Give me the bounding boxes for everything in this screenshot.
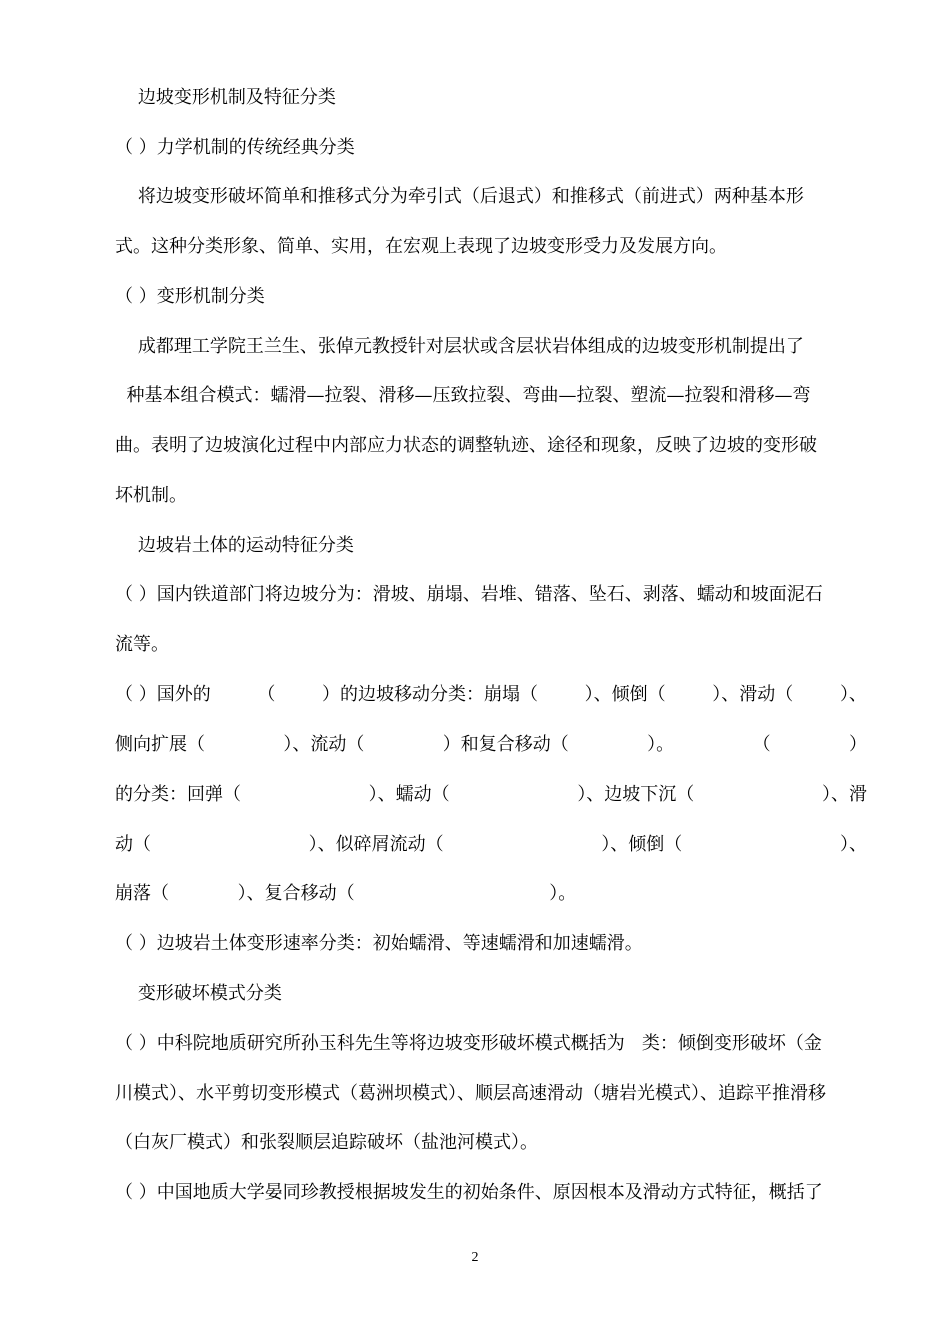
section-heading: 边坡变形机制及特征分类 [115, 87, 336, 108]
section-heading: 变形破坏模式分类 [115, 983, 282, 1004]
paragraph-line: 式。这种分类形象、简单、实用，在宏观上表现了边坡变形受力及发展方向。 [115, 236, 727, 257]
section-heading: 边坡岩土体的运动特征分类 [115, 535, 354, 556]
paragraph-line: （ ）边坡岩土体变形速率分类：初始蠕滑、等速蠕滑和加速蠕滑。 [115, 933, 643, 954]
paragraph-line: 曲。表明了边坡演化过程中内部应力状态的调整轨迹、途径和现象，反映了边坡的变形破 [115, 435, 817, 456]
paragraph-line: （ ）中科院地质研究所孙玉科先生等将边坡变形破坏模式概括为 类：倾倒变形破坏（金 [115, 1033, 822, 1054]
subsection-heading: （ ）变形机制分类 [115, 286, 265, 307]
paragraph-line: （ ）中国地质大学晏同珍教授根据坡发生的初始条件、原因根本及滑动方式特征，概括了 [115, 1182, 823, 1203]
paragraph-line: 侧向扩展（ ）、流动（ ）和复合移动（ ）。 （ ） [115, 734, 867, 755]
paragraph-line: 坏机制。 [115, 485, 187, 506]
paragraph-line: 成都理工学院王兰生、张倬元教授针对层状或含层状岩体组成的边坡变形机制提出了 [115, 336, 804, 357]
paragraph-line: （ ）国外的 （ ）的边坡移动分类：崩塌（ ）、倾倒（ ）、滑动（ ）、 [115, 684, 867, 705]
paragraph-line: 的分类：回弹（ ）、蠕动（ ）、边坡下沉（ ）、滑 [115, 784, 867, 805]
paragraph-line: （ ）国内铁道部门将边坡分为：滑坡、崩塌、岩堆、错落、坠石、剥落、蠕动和坡面泥石 [115, 584, 823, 605]
paragraph-line: （白灰厂模式）和张裂顺层追踪破坏（盐池河模式）。 [115, 1132, 538, 1153]
paragraph-line: 种基本组合模式：蠕滑—拉裂、滑移—压致拉裂、弯曲—拉裂、塑流—拉裂和滑移—弯 [115, 385, 811, 406]
paragraph-line: 动（ ）、似碎屑流动（ ）、倾倒（ ）、 [115, 834, 867, 855]
subsection-heading: （ ）力学机制的传统经典分类 [115, 137, 355, 158]
paragraph-line: 崩落（ ）、复合移动（ ）。 [115, 883, 577, 904]
paragraph-line: 流等。 [115, 634, 169, 655]
page-number: 2 [471, 1250, 479, 1265]
paragraph-line: 川模式）、水平剪切变形模式（葛洲坝模式）、顺层高速滑动（塘岩光模式）、追踪平推滑移 [115, 1083, 826, 1104]
paragraph-line: 将边坡变形破坏简单和推移式分为牵引式（后退式）和推移式（前进式）两种基本形 [115, 186, 804, 207]
